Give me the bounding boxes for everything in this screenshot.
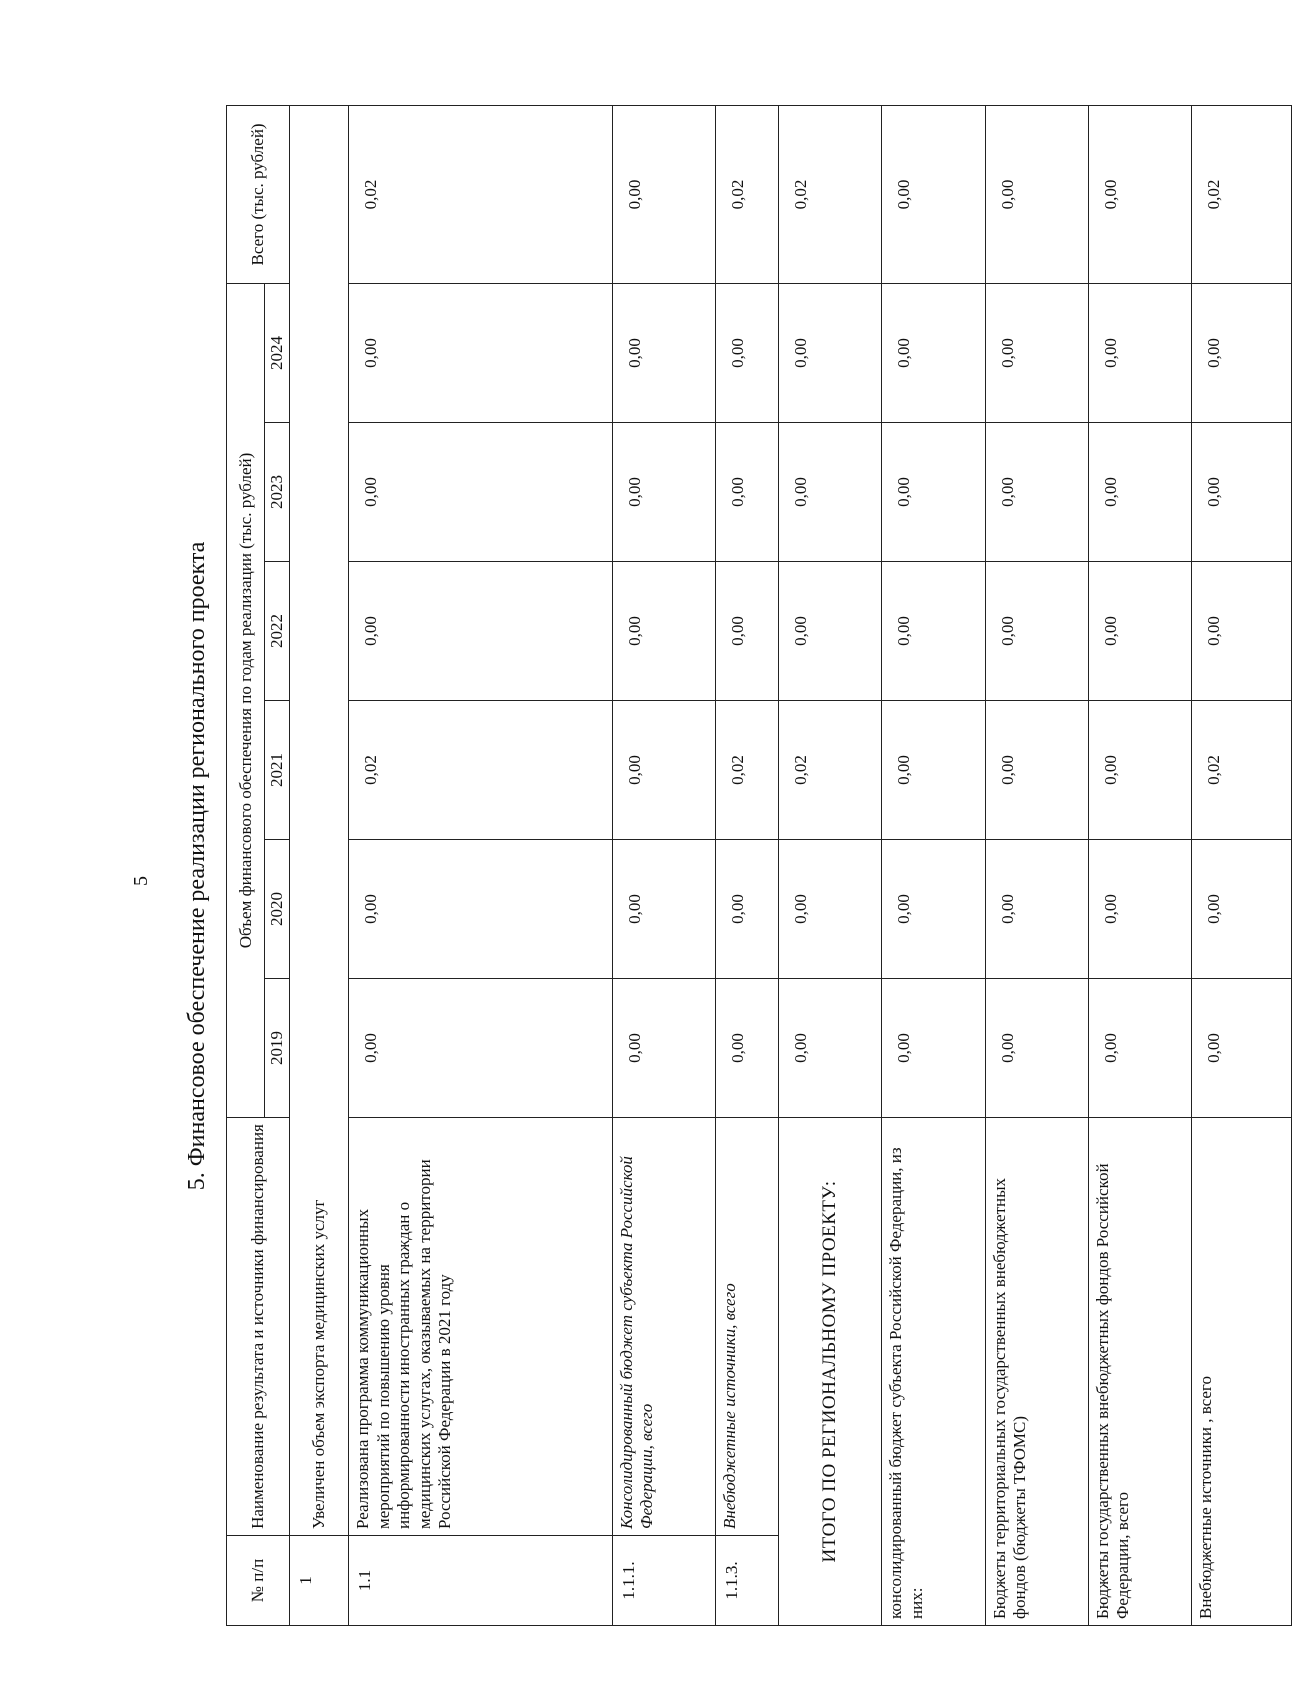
section-num: 1	[289, 1536, 349, 1626]
row-name: Внебюджетные источники, всего	[715, 1118, 778, 1536]
total-cell: 0,02	[715, 105, 778, 283]
value-cell: 0,00	[779, 840, 882, 979]
summary-row	[985, 105, 1088, 1625]
value-cell: 0,00	[612, 562, 715, 701]
header-year: 2019	[265, 979, 290, 1118]
value-cell: 0,00	[985, 283, 1088, 422]
value-cell: 0,00	[715, 423, 778, 562]
section-name: Увеличен объем экспорта медицинских услуг	[289, 105, 349, 1535]
total-cell: 0,02	[779, 105, 882, 283]
value-cell: 0,00	[985, 840, 1088, 979]
value-cell: 0,02	[349, 701, 612, 840]
summary-row-name: Внебюджетные источники , всего	[1192, 1118, 1292, 1626]
value-cell: 0,00	[612, 979, 715, 1118]
value-cell: 0,00	[349, 840, 612, 979]
summary-row-name: Бюджеты территориальных государственных внебюджетных фондов (бюджеты ТФОМС)	[985, 1118, 1088, 1626]
header-years-group: Объем финансового обеспечения по годам реализации (тыс. рублей)	[227, 283, 265, 1117]
summary-row-name: Бюджеты государственных внебюджетных фондов Российской Федерации, всего	[1088, 1118, 1191, 1626]
value-cell: 0,00	[1088, 840, 1191, 979]
value-cell: 0,00	[882, 423, 985, 562]
total-row	[779, 105, 882, 1625]
total-cell: 0,00	[612, 105, 715, 283]
value-cell: 0,00	[882, 283, 985, 422]
row-num: 1.1.3.	[715, 1536, 778, 1626]
page-title: 5. Финансовое обеспечение реализации регионального проекта	[184, 541, 210, 1191]
table-row	[612, 105, 715, 1625]
value-cell: 0,00	[349, 283, 612, 422]
value-cell: 0,00	[349, 423, 612, 562]
value-cell: 0,00	[882, 701, 985, 840]
summary-row-name: консолидированный бюджет субъекта Российской Федерации, из них:	[882, 1118, 985, 1626]
value-cell: 0,00	[1088, 979, 1191, 1118]
value-cell: 0,00	[779, 562, 882, 701]
total-cell: 0,00	[985, 105, 1088, 283]
row-name: Консолидированный бюджет субъекта Российской Федерации, всего	[612, 1118, 715, 1536]
row-name: Реализована программа коммуникационных мероприятий по повышению уровня информированности иностранных граждан о медицинских услугах, оказываемых на территории Российской Федерации в 2021 году	[349, 1118, 612, 1536]
summary-row	[1088, 105, 1191, 1625]
total-cell: 0,02	[1192, 105, 1292, 283]
value-cell: 0,00	[882, 562, 985, 701]
table-row	[715, 105, 778, 1625]
header-year: 2021	[265, 701, 290, 840]
value-cell: 0,02	[715, 701, 778, 840]
value-cell: 0,00	[779, 423, 882, 562]
header-year: 2020	[265, 840, 290, 979]
value-cell: 0,00	[715, 840, 778, 979]
value-cell: 0,02	[779, 701, 882, 840]
value-cell: 0,00	[985, 562, 1088, 701]
row-num: 1.1.1.	[612, 1536, 715, 1626]
header-year: 2022	[265, 562, 290, 701]
value-cell: 0,00	[1192, 979, 1292, 1118]
header-name: Наименование результата и источники финансирования	[227, 1118, 290, 1536]
value-cell: 0,00	[1192, 562, 1292, 701]
value-cell: 0,00	[349, 562, 612, 701]
value-cell: 0,00	[612, 840, 715, 979]
value-cell: 0,00	[1192, 283, 1292, 422]
header-num: № п/п	[227, 1536, 290, 1626]
value-cell: 0,02	[1192, 701, 1292, 840]
financing-table-container	[226, 106, 1292, 1626]
value-cell: 0,00	[612, 283, 715, 422]
value-cell: 0,00	[1088, 283, 1191, 422]
value-cell: 0,00	[985, 979, 1088, 1118]
total-cell: 0,00	[882, 105, 985, 283]
value-cell: 0,00	[612, 423, 715, 562]
value-cell: 0,00	[882, 979, 985, 1118]
summary-row	[882, 105, 985, 1625]
header-total: Всего (тыс. рублей)	[227, 105, 290, 283]
value-cell: 0,00	[985, 423, 1088, 562]
value-cell: 0,00	[612, 701, 715, 840]
value-cell: 0,00	[715, 562, 778, 701]
financing-table	[226, 105, 1292, 1626]
summary-row	[1192, 105, 1292, 1625]
value-cell: 0,00	[1192, 840, 1292, 979]
page-number: 5	[130, 876, 152, 886]
value-cell: 0,00	[1088, 701, 1191, 840]
value-cell: 0,00	[1088, 423, 1191, 562]
value-cell: 0,00	[715, 283, 778, 422]
value-cell: 0,00	[779, 979, 882, 1118]
value-cell: 0,00	[1088, 562, 1191, 701]
value-cell: 0,00	[985, 701, 1088, 840]
table-row	[349, 105, 612, 1625]
value-cell: 0,00	[1192, 423, 1292, 562]
value-cell: 0,00	[349, 979, 612, 1118]
header-year: 2023	[265, 423, 290, 562]
header-year: 2024	[265, 283, 290, 422]
total-row-label: ИТОГО ПО РЕГИОНАЛЬНОМУ ПРОЕКТУ:	[779, 1118, 882, 1626]
value-cell: 0,00	[882, 840, 985, 979]
value-cell: 0,00	[715, 979, 778, 1118]
total-cell: 0,02	[349, 105, 612, 283]
section-row	[289, 105, 349, 1625]
total-cell: 0,00	[1088, 105, 1191, 283]
row-num: 1.1	[349, 1536, 612, 1626]
value-cell: 0,00	[779, 283, 882, 422]
